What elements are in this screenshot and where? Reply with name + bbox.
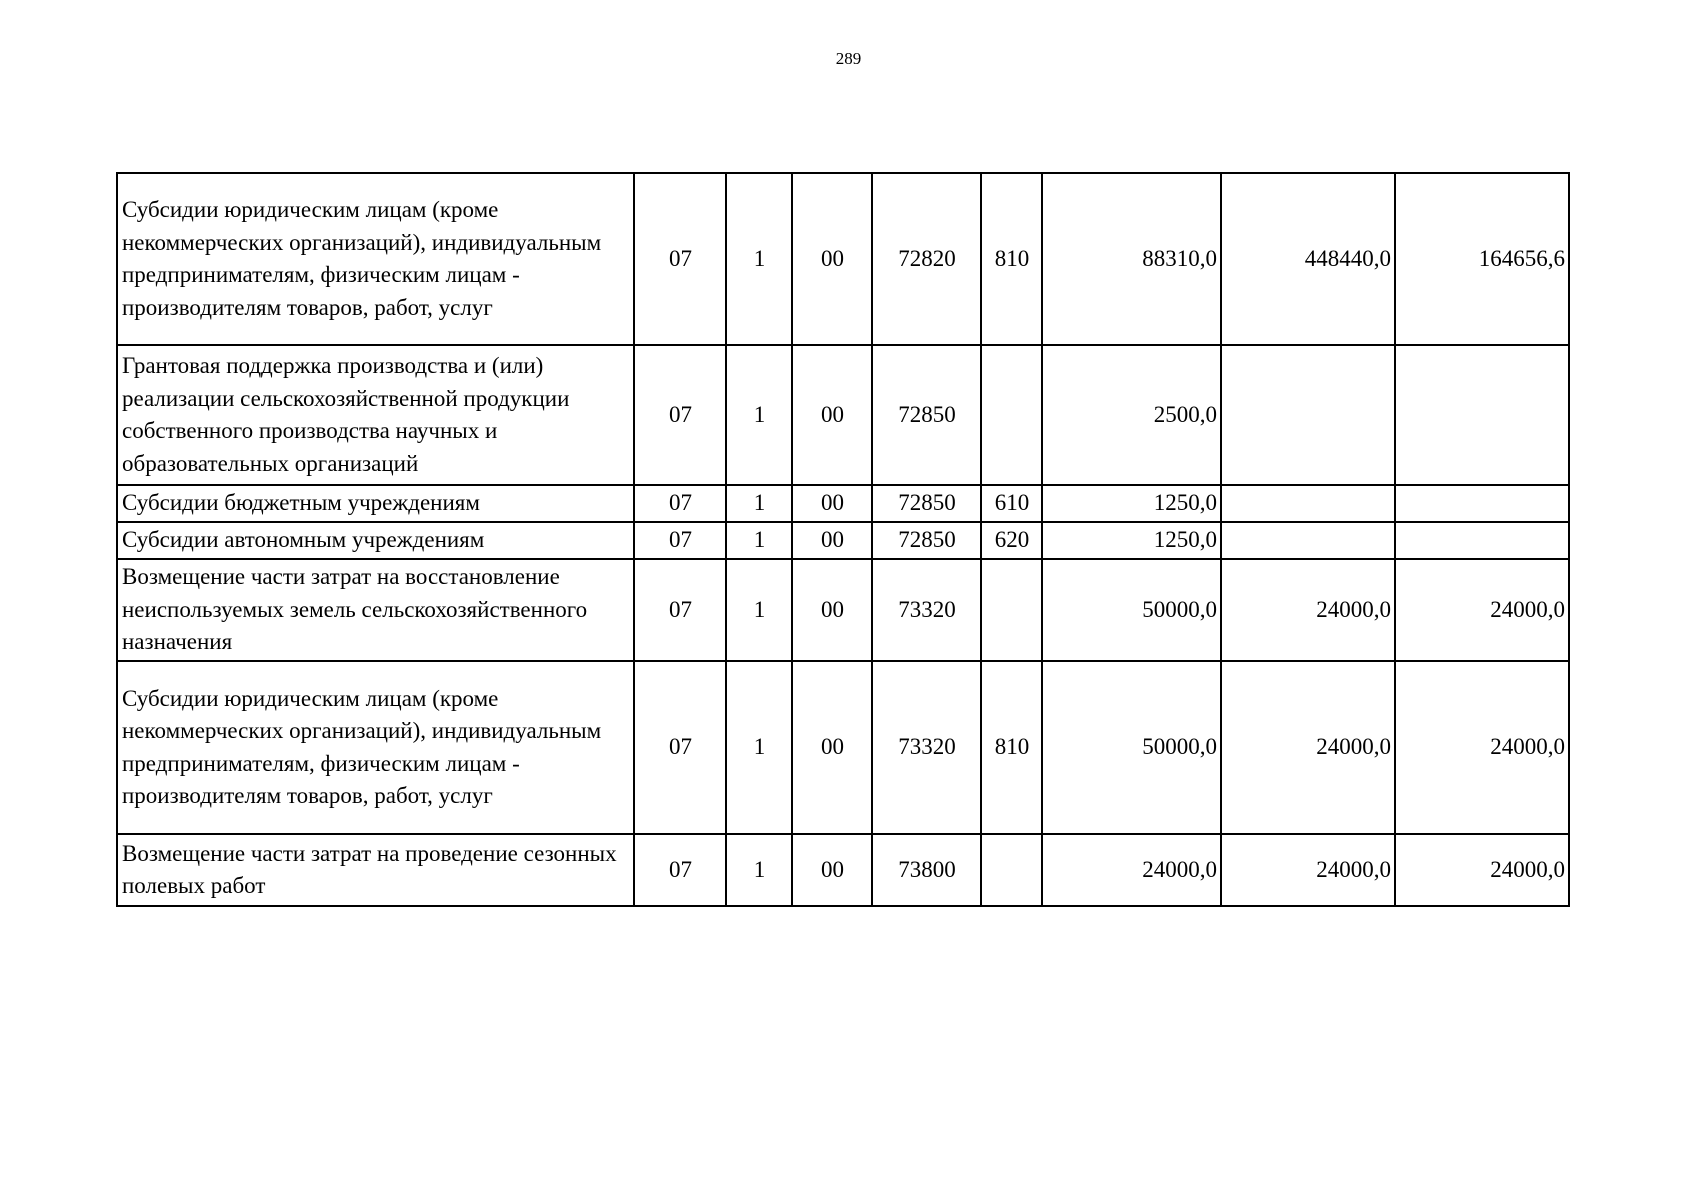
amount-2: 448440,0 <box>1221 173 1395 345</box>
expense-type-code: 810 <box>981 661 1042 834</box>
section-code: 07 <box>634 485 726 522</box>
subprogram-code: 00 <box>792 661 872 834</box>
amount-2 <box>1221 485 1395 522</box>
section-code: 07 <box>634 834 726 906</box>
table-row <box>117 522 1569 559</box>
table-row <box>117 345 1569 485</box>
article-code: 72850 <box>872 485 981 522</box>
program-code: 1 <box>726 559 792 661</box>
table-row <box>117 173 1569 345</box>
amount-2 <box>1221 345 1395 485</box>
amount-1: 1250,0 <box>1042 522 1221 559</box>
section-code: 07 <box>634 522 726 559</box>
program-code: 1 <box>726 661 792 834</box>
expense-type-code: 810 <box>981 173 1042 345</box>
amount-3 <box>1395 345 1569 485</box>
table-row <box>117 559 1569 661</box>
row-name: Субсидии автономным учреждениям <box>117 522 634 559</box>
section-code: 07 <box>634 345 726 485</box>
program-code: 1 <box>726 345 792 485</box>
table-row <box>117 834 1569 906</box>
row-name: Возмещение части затрат на проведение сезонных полевых работ <box>117 834 634 906</box>
amount-1: 88310,0 <box>1042 173 1221 345</box>
section-code: 07 <box>634 173 726 345</box>
table-row <box>117 661 1569 834</box>
program-code: 1 <box>726 522 792 559</box>
article-code: 73320 <box>872 661 981 834</box>
page-number: 289 <box>835 49 862 68</box>
amount-2: 24000,0 <box>1221 834 1395 906</box>
row-name: Возмещение части затрат на восстановление неиспользуемых земель сельскохозяйственного назначения <box>117 559 634 661</box>
budget-table <box>116 172 1570 907</box>
amount-3: 24000,0 <box>1395 559 1569 661</box>
amount-1: 2500,0 <box>1042 345 1221 485</box>
expense-type-code <box>981 559 1042 661</box>
program-code: 1 <box>726 173 792 345</box>
article-code: 72850 <box>872 345 981 485</box>
expense-type-code <box>981 345 1042 485</box>
amount-1: 50000,0 <box>1042 661 1221 834</box>
subprogram-code: 00 <box>792 834 872 906</box>
row-name: Субсидии бюджетным учреждениям <box>117 485 634 522</box>
amount-3 <box>1395 522 1569 559</box>
article-code: 72820 <box>872 173 981 345</box>
expense-type-code <box>981 834 1042 906</box>
table-row <box>117 485 1569 522</box>
row-name: Грантовая поддержка производства и (или) реализации сельскохозяйственной продукции собственного производства научных и образовательных организаций <box>117 345 634 485</box>
subprogram-code: 00 <box>792 173 872 345</box>
program-code: 1 <box>726 485 792 522</box>
section-code: 07 <box>634 559 726 661</box>
expense-type-code: 620 <box>981 522 1042 559</box>
amount-3: 164656,6 <box>1395 173 1569 345</box>
amount-2: 24000,0 <box>1221 661 1395 834</box>
amount-1: 50000,0 <box>1042 559 1221 661</box>
article-code: 72850 <box>872 522 981 559</box>
article-code: 73800 <box>872 834 981 906</box>
subprogram-code: 00 <box>792 485 872 522</box>
program-code: 1 <box>726 834 792 906</box>
amount-1: 1250,0 <box>1042 485 1221 522</box>
article-code: 73320 <box>872 559 981 661</box>
amount-3: 24000,0 <box>1395 834 1569 906</box>
expense-type-code: 610 <box>981 485 1042 522</box>
subprogram-code: 00 <box>792 559 872 661</box>
amount-1: 24000,0 <box>1042 834 1221 906</box>
section-code: 07 <box>634 661 726 834</box>
amount-3 <box>1395 485 1569 522</box>
subprogram-code: 00 <box>792 522 872 559</box>
row-name: Субсидии юридическим лицам (кроме некоммерческих организаций), индивидуальным предпринимателям, физическим лицам - производителям товаров, работ, услуг <box>117 661 634 834</box>
amount-3: 24000,0 <box>1395 661 1569 834</box>
row-name: Субсидии юридическим лицам (кроме некоммерческих организаций), индивидуальным предпринимателям, физическим лицам - производителям товаров, работ, услуг <box>117 173 634 345</box>
amount-2 <box>1221 522 1395 559</box>
amount-2: 24000,0 <box>1221 559 1395 661</box>
subprogram-code: 00 <box>792 345 872 485</box>
